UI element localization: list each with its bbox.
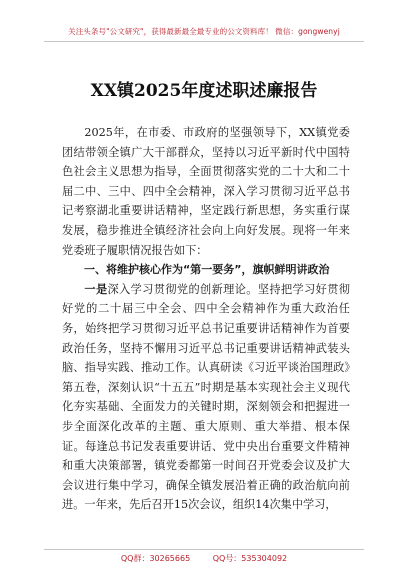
body-paragraph [62,280,350,515]
header-divider [44,41,364,42]
section-heading: 一、将维护核心作为“第一要务”，旗帜鲜明讲政治 [84,263,330,277]
intro-paragraph: 2025年，在市委、市政府的坚强领导下，XX镇党委团结带领全镇广大干部群众，坚持以习近平新时代中国特色社会主义思想为指导，全面贯彻落实党的二十大和二十届二中、三中、四中全会精神，深入学习贯彻习近平总书记考察湖北重要讲话精神，坚定践行新思想，务实重行谋发展，稳步推进全镇经济社会向上向好发展。现将一年来党委班子履职情况报告如下： [62,126,350,257]
paragraph-lead: 一是 [84,282,108,296]
document-title: XX镇2025年度述职述廉报告 [90,81,318,101]
footer [0,553,408,564]
paragraph-text: 深入学习贯彻党的创新理论。坚持把学习好贯彻好党的二十届三中全会、四中全会精神作为重大政治任务，始终把学习贯彻习近平总书记重要讲话精神作为首要政治任务，坚持不懈用习近平总书记重要讲话精神武装头脑、指导实践、推动工作。认真研读《习近平谈治国理政》第五卷，深刻认识“十五五”时期是基本实现社会主义现代化夯实基础、全面发力的关键时期，深刻领会和把握进一步全面深化改革的主题、重大原则、重大举措、根本保证。每逢总书记发表重要讲话、党中央出台重要文件精神和重大决策部署，镇党委都第一时间召开党委会议及扩大会议进行集中学习，确保全镇发展沿着正确的政治航向前进。一年来，先后召开15次会议，组织14次集中学习， [62,282,350,512]
header-notice: 关注头条号"公文研究"，获得最新最全最专业的公文资料库！ 微信：gongwenyj [68,27,340,36]
footer-qq: QQ号：535304092 [212,554,288,563]
footer-divider [44,549,364,550]
footer-qq-group: QQ群：30265665 [120,554,191,563]
document-body [62,123,350,515]
